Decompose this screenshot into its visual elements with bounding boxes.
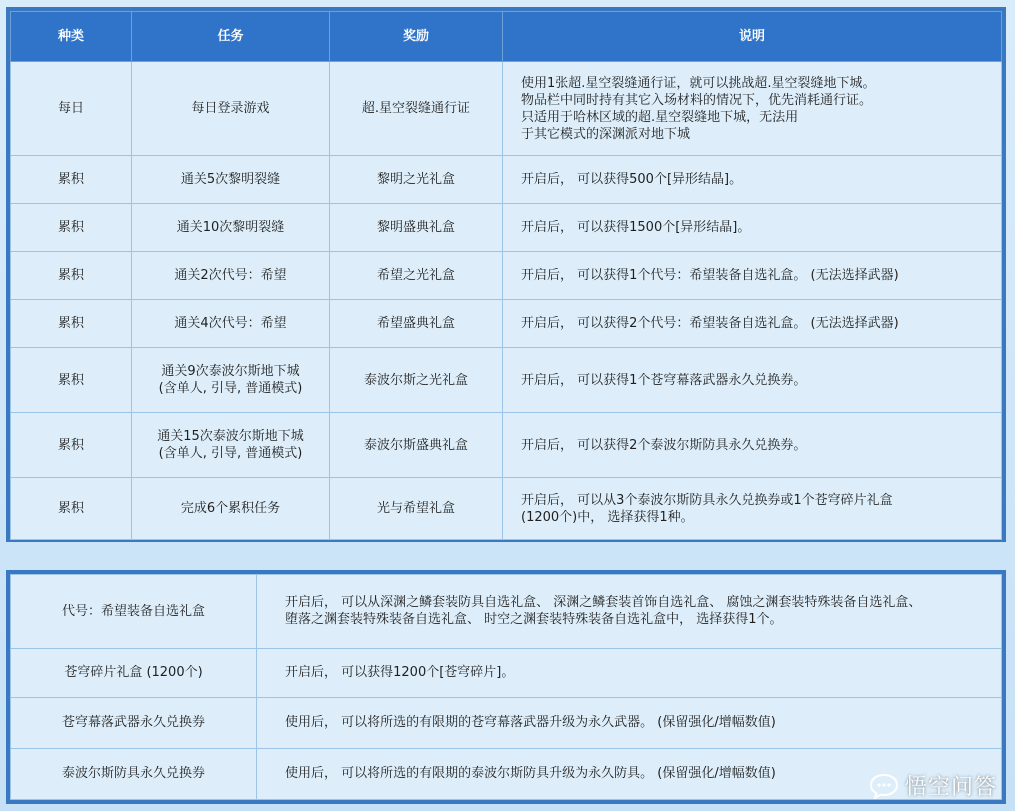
cell-task: 通关9次泰波尔斯地下城 (含单人, 引导, 普通模式) (132, 348, 330, 413)
cell-item-description: 开启后， 可以从深渊之鳞套装防具自选礼盒、 深渊之鳞套装首饰自选礼盒、 腐蚀之渊套装特殊装备自选礼盒、 堕落之渊套装特殊装备自选礼盒、 时空之渊套装特殊装备自选礼盒中， 选择获得1个。 (257, 575, 1002, 649)
cell-type: 累积 (11, 413, 132, 478)
cell-reward: 希望盛典礼盒 (330, 300, 503, 348)
cell-description: 开启后， 可以获得2个泰波尔斯防具永久兑换券。 (503, 413, 1002, 478)
cell-item-description: 开启后， 可以获得1200个[苍穹碎片]。 (257, 648, 1002, 697)
cell-type: 累积 (11, 478, 132, 540)
cell-task: 通关2次代号：希望 (132, 252, 330, 300)
header-description: 说明 (503, 12, 1002, 62)
cell-type: 累积 (11, 348, 132, 413)
header-task: 任务 (132, 12, 330, 62)
cell-type: 累积 (11, 156, 132, 204)
cell-task: 通关15次泰波尔斯地下城 (含单人, 引导, 普通模式) (132, 413, 330, 478)
watermark-text: 悟空问答 (904, 775, 997, 800)
table-row (11, 62, 1002, 156)
table-row (11, 648, 1002, 697)
cell-item-description: 使用后， 可以将所选的有限期的泰波尔斯防具升级为永久防具。 (保留强化/增幅数值) (257, 748, 1002, 799)
table-row (11, 413, 1002, 478)
cell-reward: 黎明之光礼盒 (330, 156, 503, 204)
cell-type: 累积 (11, 300, 132, 348)
cell-task: 完成6个累积任务 (132, 478, 330, 540)
task-reward-table (10, 11, 1002, 540)
cell-reward: 光与希望礼盒 (330, 478, 503, 540)
cell-task: 通关5次黎明裂缝 (132, 156, 330, 204)
cell-item-name: 苍穹碎片礼盒 (1200个) (11, 648, 257, 697)
task-table-frame (6, 7, 1006, 542)
cell-reward: 泰波尔斯之光礼盒 (330, 348, 503, 413)
chat-bubble-icon (869, 773, 899, 799)
table-row (11, 575, 1002, 649)
table-row (11, 748, 1002, 799)
header-type: 种类 (11, 12, 132, 62)
cell-item-name: 代号：希望装备自选礼盒 (11, 575, 257, 649)
cell-type: 累积 (11, 204, 132, 252)
item-description-table (10, 574, 1002, 800)
cell-item-name: 苍穹幕落武器永久兑换券 (11, 697, 257, 748)
cell-description: 开启后， 可以获得500个[异形结晶]。 (503, 156, 1002, 204)
cell-description: 开启后， 可以获得1个苍穹幕落武器永久兑换券。 (503, 348, 1002, 413)
cell-description: 开启后， 可以获得1个代号：希望装备自选礼盒。 (无法选择武器) (503, 252, 1002, 300)
table-row (11, 300, 1002, 348)
cell-item-description: 使用后， 可以将所选的有限期的苍穹幕落武器升级为永久武器。 (保留强化/增幅数值) (257, 697, 1002, 748)
table-header-row (11, 12, 1002, 62)
table-row (11, 252, 1002, 300)
cell-description: 使用1张超.星空裂缝通行证，就可以挑战超.星空裂缝地下城。 物品栏中同时持有其它入场材料的情况下，优先消耗通行证。 只适用于哈林区域的超.星空裂缝地下城，无法用 于其它模式的深渊派对地下城 (503, 62, 1002, 156)
cell-task: 每日登录游戏 (132, 62, 330, 156)
header-reward: 奖励 (330, 12, 503, 62)
table-row (11, 204, 1002, 252)
cell-description: 开启后， 可以获得2个代号：希望装备自选礼盒。 (无法选择武器) (503, 300, 1002, 348)
cell-item-name: 泰波尔斯防具永久兑换券 (11, 748, 257, 799)
item-table-frame (6, 570, 1006, 804)
table-row (11, 348, 1002, 413)
table-row (11, 478, 1002, 540)
cell-reward: 超.星空裂缝通行证 (330, 62, 503, 156)
cell-task: 通关4次代号：希望 (132, 300, 330, 348)
cell-reward: 泰波尔斯盛典礼盒 (330, 413, 503, 478)
table-row (11, 156, 1002, 204)
cell-type: 每日 (11, 62, 132, 156)
cell-type: 累积 (11, 252, 132, 300)
cell-reward: 希望之光礼盒 (330, 252, 503, 300)
cell-description: 开启后， 可以从3个泰波尔斯防具永久兑换券或1个苍穹碎片礼盒 (1200个)中， 选择获得1种。 (503, 478, 1002, 540)
cell-task: 通关10次黎明裂缝 (132, 204, 330, 252)
table-row (11, 697, 1002, 748)
watermark (869, 770, 997, 801)
cell-description: 开启后， 可以获得1500个[异形结晶]。 (503, 204, 1002, 252)
cell-reward: 黎明盛典礼盒 (330, 204, 503, 252)
